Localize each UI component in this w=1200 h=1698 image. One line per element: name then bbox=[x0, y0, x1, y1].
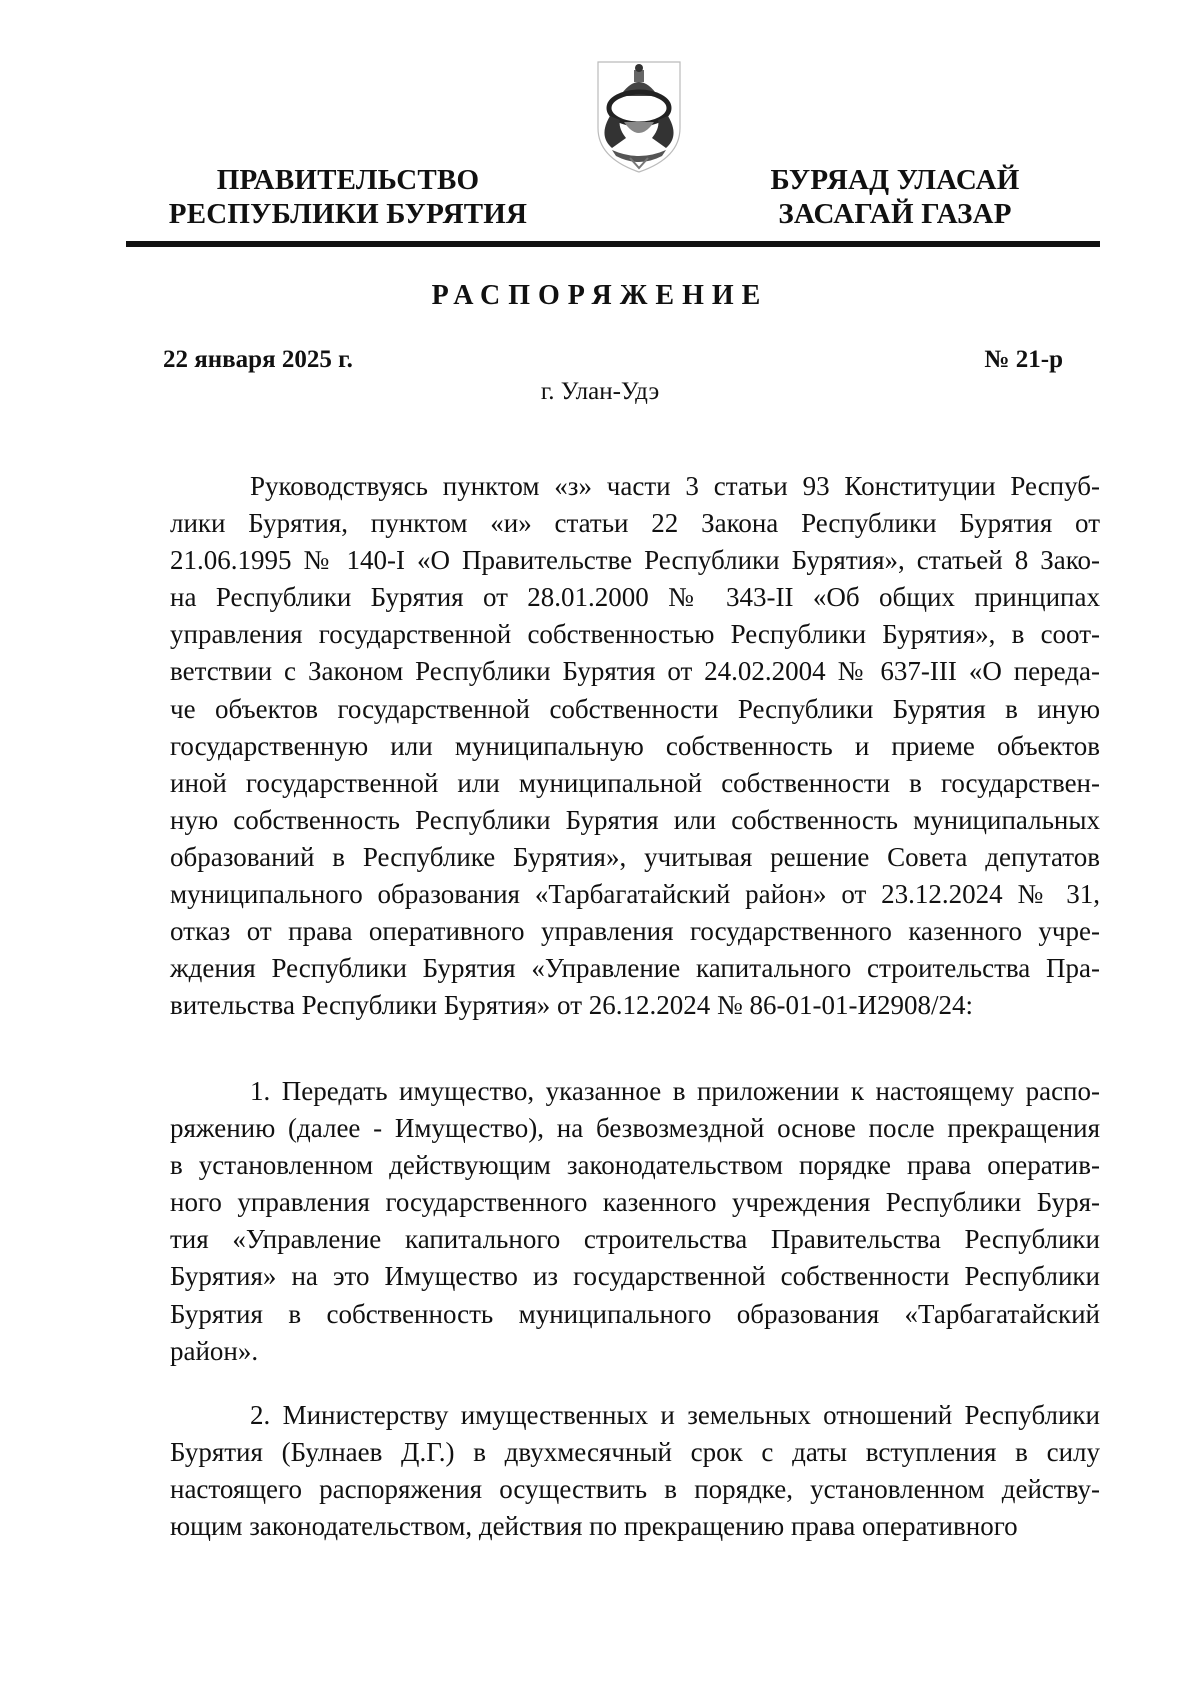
paragraph-line: в установленном действующим законодательством порядке права оператив- bbox=[170, 1150, 1100, 1181]
document-date: 22 января 2025 г. bbox=[163, 346, 353, 373]
paragraph-line: ную собственность Республики Бурятия или собственность муниципальных bbox=[170, 804, 1100, 835]
issuer-name-line: ПРАВИТЕЛЬСТВО bbox=[216, 164, 480, 196]
clause-1-paragraph bbox=[170, 1073, 1100, 1370]
paragraph-line: Бурятия в собственность муниципального образования «Тарбагатайский bbox=[170, 1298, 1100, 1329]
clause-2-paragraph bbox=[170, 1397, 1100, 1545]
paragraph-line: ряжению (далее - Имущество), на безвозмездной основе после прекращения bbox=[170, 1113, 1100, 1144]
paragraph-line: че объектов государственной собственности Республики Бурятия в иную bbox=[170, 693, 1100, 724]
paragraph-line: настоящего распоряжения осуществить в порядке, установленном действу- bbox=[170, 1474, 1100, 1505]
paragraph-line: ющим законодательством, действия по прекращению права оперативного bbox=[170, 1511, 1018, 1542]
issuer-name-line: БУРЯАД УЛАСАЙ bbox=[770, 164, 1020, 196]
paragraph-line: управления государственной собственностью Республики Бурятия», в соот- bbox=[170, 619, 1100, 650]
paragraph-line: район». bbox=[170, 1335, 259, 1366]
paragraph-line: муниципального образования «Тарбагатайский район» от 23.12.2024 № 31, bbox=[170, 879, 1100, 910]
paragraph-line: ждения Республики Бурятия «Управление капитального строительства Пра- bbox=[170, 953, 1100, 984]
paragraph-line: лики Бурятия, пунктом «и» статьи 22 Закона Республики Бурятия от bbox=[170, 508, 1100, 539]
paragraph-line: иной государственной или муниципальной собственности в государствен- bbox=[170, 767, 1100, 798]
issuer-name-line: РЕСПУБЛИКИ БУРЯТИЯ bbox=[168, 198, 528, 230]
paragraph-line: государственную или муниципальную собственность и приеме объектов bbox=[170, 730, 1100, 761]
paragraph-line: тия «Управление капитального строительства Правительства Республики bbox=[170, 1224, 1100, 1255]
paragraph-line: ветствии с Законом Республики Бурятия от 24.02.2004 № 637-III «О переда- bbox=[170, 656, 1100, 687]
preamble-paragraph bbox=[170, 468, 1100, 1024]
paragraph-line: вительства Республики Бурятия» от 26.12.2024 № 86-01-01-И2908/24: bbox=[170, 990, 973, 1021]
issuer-name-line: ЗАСАГАЙ ГАЗАР bbox=[778, 198, 1012, 230]
paragraph-line: ного управления государственного казенного учреждения Республики Буря- bbox=[170, 1187, 1100, 1218]
coat-of-arms-icon bbox=[590, 58, 688, 176]
header-divider bbox=[126, 241, 1100, 247]
paragraph-line: Руководствуясь пунктом «з» части 3 статьи 93 Конституции Респуб- bbox=[250, 471, 1100, 501]
document-type-title: РАСПОРЯЖЕНИЕ bbox=[431, 280, 769, 311]
paragraph-line: Бурятия (Булнаев Д.Г.) в двухмесячный срок с даты вступления в силу bbox=[170, 1437, 1100, 1468]
paragraph-line: отказ от права оперативного управления государственного казенного учре- bbox=[170, 916, 1100, 947]
document-city: г. Улан-Удэ bbox=[540, 378, 660, 405]
paragraph-line: образований в Республике Бурятия», учитывая решение Совета депутатов bbox=[170, 841, 1100, 872]
paragraph-line: на Республики Бурятия от 28.01.2000 № 343-II «Об общих принципах bbox=[170, 582, 1100, 613]
issuer-name-buryat bbox=[745, 163, 1045, 231]
issuer-name-russian bbox=[168, 163, 528, 231]
paragraph-line: 2. Министерству имущественных и земельных отношений Республики bbox=[250, 1400, 1100, 1430]
paragraph-line: 21.06.1995 № 140-I «О Правительстве Республики Бурятия», статьей 8 Зако- bbox=[170, 545, 1100, 576]
paragraph-line: Бурятия» на это Имущество из государственной собственности Республики bbox=[170, 1261, 1100, 1292]
paragraph-line: 1. Передать имущество, указанное в приложении к настоящему распо- bbox=[250, 1076, 1100, 1106]
document-number: № 21-р bbox=[984, 346, 1063, 373]
